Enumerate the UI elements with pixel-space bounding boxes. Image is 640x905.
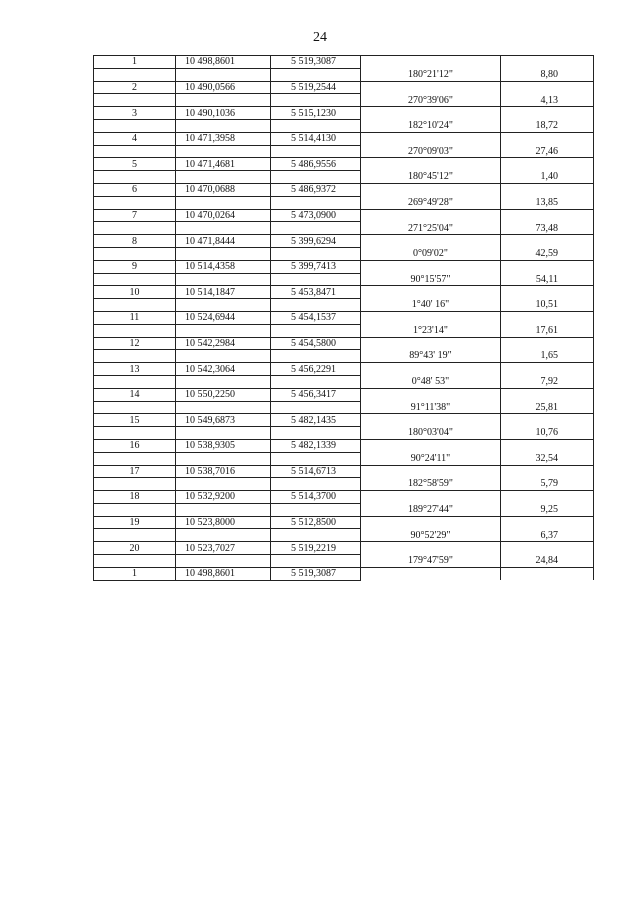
segment-row [94, 222, 594, 235]
x-coordinate-cell [176, 299, 271, 312]
y-coordinate-cell [271, 427, 361, 440]
x-coordinate-cell [176, 171, 271, 184]
x-coordinate-cell: 10 514,1847 [176, 286, 271, 299]
angle-cell [361, 465, 501, 478]
y-coordinate-cell: 5 486,9372 [271, 183, 361, 196]
y-coordinate-cell: 5 454,5800 [271, 337, 361, 350]
y-coordinate-cell [271, 299, 361, 312]
x-coordinate-cell: 10 523,7027 [176, 542, 271, 555]
segment-length-cell: 10,51 [501, 299, 594, 312]
y-coordinate-cell [271, 401, 361, 414]
y-coordinate-cell [271, 452, 361, 465]
distance-cell [501, 439, 594, 452]
segment-length-cell: 1,65 [501, 350, 594, 363]
point-number-cell: 15 [94, 414, 176, 427]
segment-row [94, 94, 594, 107]
x-coordinate-cell [176, 503, 271, 516]
point-row [94, 286, 594, 299]
segment-row [94, 273, 594, 286]
point-row [94, 209, 594, 222]
page-number: 24 [313, 30, 327, 45]
segment-length-cell: 25,81 [501, 401, 594, 414]
distance-cell [501, 183, 594, 196]
direction-angle-cell: 90°24'11" [361, 452, 501, 465]
point-number-cell [94, 555, 176, 568]
distance-cell [501, 465, 594, 478]
x-coordinate-cell: 10 490,1036 [176, 107, 271, 120]
direction-angle-cell: 89°43' 19" [361, 350, 501, 363]
x-coordinate-cell [176, 427, 271, 440]
segment-row [94, 171, 594, 184]
boundary-coordinates-table [93, 55, 594, 581]
segment-length-cell: 7,92 [501, 375, 594, 388]
point-number-cell [94, 478, 176, 491]
y-coordinate-cell: 5 512,8500 [271, 516, 361, 529]
point-number-cell: 14 [94, 388, 176, 401]
direction-angle-cell: 0°48' 53" [361, 375, 501, 388]
segment-length-cell: 24,84 [501, 555, 594, 568]
distance-cell [501, 209, 594, 222]
segment-row [94, 375, 594, 388]
segment-length-cell: 1,40 [501, 171, 594, 184]
segment-row [94, 68, 594, 81]
x-coordinate-cell: 10 471,4681 [176, 158, 271, 171]
point-row [94, 363, 594, 376]
point-number-cell [94, 273, 176, 286]
segment-length-cell: 54,11 [501, 273, 594, 286]
point-row [94, 542, 594, 555]
x-coordinate-cell [176, 452, 271, 465]
point-row [94, 107, 594, 120]
y-coordinate-cell [271, 273, 361, 286]
y-coordinate-cell [271, 171, 361, 184]
y-coordinate-cell [271, 247, 361, 260]
point-number-cell [94, 196, 176, 209]
point-number-cell: 18 [94, 491, 176, 504]
y-coordinate-cell [271, 145, 361, 158]
point-number-cell: 16 [94, 439, 176, 452]
y-coordinate-cell: 5 453,8471 [271, 286, 361, 299]
x-coordinate-cell [176, 68, 271, 81]
x-coordinate-cell: 10 470,0264 [176, 209, 271, 222]
point-number-cell [94, 247, 176, 260]
distance-cell [501, 363, 594, 376]
distance-cell [501, 388, 594, 401]
y-coordinate-cell: 5 482,1435 [271, 414, 361, 427]
y-coordinate-cell: 5 515,1230 [271, 107, 361, 120]
point-row [94, 56, 594, 69]
x-coordinate-cell [176, 119, 271, 132]
distance-cell [501, 132, 594, 145]
x-coordinate-cell: 10 549,6873 [176, 414, 271, 427]
x-coordinate-cell: 10 538,9305 [176, 439, 271, 452]
x-coordinate-cell [176, 529, 271, 542]
x-coordinate-cell: 10 523,8000 [176, 516, 271, 529]
point-row [94, 183, 594, 196]
y-coordinate-cell: 5 482,1339 [271, 439, 361, 452]
segment-row [94, 299, 594, 312]
y-coordinate-cell: 5 519,3087 [271, 567, 361, 580]
point-number-cell: 1 [94, 567, 176, 580]
x-coordinate-cell [176, 401, 271, 414]
direction-angle-cell: 90°15'57" [361, 273, 501, 286]
direction-angle-cell: 270°39'06" [361, 94, 501, 107]
point-number-cell [94, 324, 176, 337]
y-coordinate-cell [271, 478, 361, 491]
point-number-cell: 5 [94, 158, 176, 171]
y-coordinate-cell: 5 399,7413 [271, 260, 361, 273]
x-coordinate-cell [176, 94, 271, 107]
x-coordinate-cell: 10 542,2984 [176, 337, 271, 350]
angle-cell [361, 337, 501, 350]
direction-angle-cell: 180°45'12" [361, 171, 501, 184]
segment-length-cell: 18,72 [501, 119, 594, 132]
segment-row [94, 350, 594, 363]
direction-angle-cell: 182°10'24" [361, 119, 501, 132]
segment-row [94, 478, 594, 491]
point-number-cell [94, 503, 176, 516]
angle-cell [361, 209, 501, 222]
segment-length-cell: 9,25 [501, 503, 594, 516]
angle-cell [361, 491, 501, 504]
point-number-cell [94, 401, 176, 414]
point-number-cell: 20 [94, 542, 176, 555]
x-coordinate-cell [176, 324, 271, 337]
point-row [94, 465, 594, 478]
direction-angle-cell: 182°58'59" [361, 478, 501, 491]
x-coordinate-cell [176, 478, 271, 491]
x-coordinate-cell [176, 375, 271, 388]
angle-cell [361, 107, 501, 120]
point-number-cell: 2 [94, 81, 176, 94]
point-number-cell: 19 [94, 516, 176, 529]
y-coordinate-cell [271, 94, 361, 107]
coordinates-table-body [94, 56, 594, 581]
segment-row [94, 247, 594, 260]
direction-angle-cell: 180°21'12" [361, 68, 501, 81]
point-number-cell: 13 [94, 363, 176, 376]
x-coordinate-cell: 10 490,0566 [176, 81, 271, 94]
point-row [94, 311, 594, 324]
y-coordinate-cell: 5 519,2219 [271, 542, 361, 555]
point-number-cell [94, 119, 176, 132]
y-coordinate-cell: 5 519,3087 [271, 56, 361, 69]
point-number-cell [94, 529, 176, 542]
x-coordinate-cell: 10 524,6944 [176, 311, 271, 324]
point-number-cell [94, 171, 176, 184]
segment-row [94, 119, 594, 132]
x-coordinate-cell: 10 470,0688 [176, 183, 271, 196]
x-coordinate-cell [176, 145, 271, 158]
y-coordinate-cell [271, 68, 361, 81]
x-coordinate-cell: 10 498,8601 [176, 567, 271, 580]
angle-cell [361, 388, 501, 401]
point-row [94, 235, 594, 248]
direction-angle-cell: 270°09'03" [361, 145, 501, 158]
x-coordinate-cell: 10 471,3958 [176, 132, 271, 145]
y-coordinate-cell [271, 196, 361, 209]
distance-cell [501, 311, 594, 324]
distance-cell [501, 414, 594, 427]
distance-cell [501, 260, 594, 273]
y-coordinate-cell: 5 514,3700 [271, 491, 361, 504]
angle-cell [361, 183, 501, 196]
x-coordinate-cell: 10 538,7016 [176, 465, 271, 478]
x-coordinate-cell: 10 498,8601 [176, 56, 271, 69]
point-number-cell [94, 452, 176, 465]
angle-cell [361, 363, 501, 376]
x-coordinate-cell [176, 247, 271, 260]
x-coordinate-cell [176, 196, 271, 209]
point-row [94, 439, 594, 452]
distance-cell [501, 107, 594, 120]
x-coordinate-cell [176, 222, 271, 235]
segment-length-cell: 4,13 [501, 94, 594, 107]
y-coordinate-cell: 5 514,6713 [271, 465, 361, 478]
x-coordinate-cell [176, 350, 271, 363]
y-coordinate-cell [271, 222, 361, 235]
angle-cell [361, 132, 501, 145]
y-coordinate-cell [271, 119, 361, 132]
point-number-cell: 12 [94, 337, 176, 350]
segment-row [94, 145, 594, 158]
distance-cell [501, 56, 594, 69]
angle-cell [361, 516, 501, 529]
direction-angle-cell: 0°09'02" [361, 247, 501, 260]
segment-row [94, 324, 594, 337]
segment-length-cell: 8,80 [501, 68, 594, 81]
point-row [94, 132, 594, 145]
angle-cell [361, 311, 501, 324]
angle-cell [361, 260, 501, 273]
point-number-cell [94, 350, 176, 363]
angle-cell [361, 81, 501, 94]
segment-length-cell: 42,59 [501, 247, 594, 260]
angle-cell [361, 56, 501, 69]
y-coordinate-cell: 5 514,4130 [271, 132, 361, 145]
x-coordinate-cell [176, 555, 271, 568]
segment-row [94, 503, 594, 516]
direction-angle-cell: 180°03'04" [361, 427, 501, 440]
point-number-cell: 9 [94, 260, 176, 273]
y-coordinate-cell: 5 519,2544 [271, 81, 361, 94]
x-coordinate-cell: 10 542,3064 [176, 363, 271, 376]
distance-cell [501, 286, 594, 299]
point-row [94, 260, 594, 273]
distance-cell [501, 235, 594, 248]
point-number-cell [94, 299, 176, 312]
point-row [94, 414, 594, 427]
point-number-cell: 7 [94, 209, 176, 222]
segment-length-cell: 5,79 [501, 478, 594, 491]
point-number-cell: 8 [94, 235, 176, 248]
segment-row [94, 529, 594, 542]
distance-cell [501, 542, 594, 555]
direction-angle-cell: 189°27'44" [361, 503, 501, 516]
distance-cell [501, 567, 594, 580]
segment-length-cell: 13,85 [501, 196, 594, 209]
point-number-cell: 17 [94, 465, 176, 478]
point-number-cell [94, 222, 176, 235]
angle-cell [361, 286, 501, 299]
point-number-cell [94, 68, 176, 81]
distance-cell [501, 516, 594, 529]
point-row [94, 81, 594, 94]
point-row [94, 516, 594, 529]
direction-angle-cell: 1°23'14" [361, 324, 501, 337]
point-row [94, 567, 594, 580]
direction-angle-cell: 269°49'28" [361, 196, 501, 209]
x-coordinate-cell: 10 550,2250 [176, 388, 271, 401]
y-coordinate-cell [271, 324, 361, 337]
distance-cell [501, 491, 594, 504]
direction-angle-cell: 1°40' 16" [361, 299, 501, 312]
point-row [94, 337, 594, 350]
point-number-cell: 6 [94, 183, 176, 196]
point-number-cell: 10 [94, 286, 176, 299]
y-coordinate-cell [271, 350, 361, 363]
point-number-cell: 1 [94, 56, 176, 69]
segment-row [94, 401, 594, 414]
x-coordinate-cell: 10 471,8444 [176, 235, 271, 248]
x-coordinate-cell: 10 514,4358 [176, 260, 271, 273]
angle-cell [361, 542, 501, 555]
segment-length-cell: 32,54 [501, 452, 594, 465]
segment-length-cell: 73,48 [501, 222, 594, 235]
point-number-cell [94, 145, 176, 158]
x-coordinate-cell [176, 273, 271, 286]
direction-angle-cell: 90°52'29" [361, 529, 501, 542]
distance-cell [501, 158, 594, 171]
point-number-cell: 3 [94, 107, 176, 120]
y-coordinate-cell: 5 486,9556 [271, 158, 361, 171]
distance-cell [501, 337, 594, 350]
point-number-cell [94, 427, 176, 440]
y-coordinate-cell: 5 473,0900 [271, 209, 361, 222]
x-coordinate-cell: 10 532,9200 [176, 491, 271, 504]
angle-cell [361, 414, 501, 427]
y-coordinate-cell: 5 456,3417 [271, 388, 361, 401]
direction-angle-cell: 179°47'59" [361, 555, 501, 568]
angle-cell [361, 158, 501, 171]
direction-angle-cell: 271°25'04" [361, 222, 501, 235]
segment-length-cell: 6,37 [501, 529, 594, 542]
angle-cell [361, 439, 501, 452]
y-coordinate-cell [271, 375, 361, 388]
segment-length-cell: 17,61 [501, 324, 594, 337]
point-row [94, 491, 594, 504]
segment-row [94, 196, 594, 209]
segment-row [94, 427, 594, 440]
point-number-cell: 4 [94, 132, 176, 145]
point-number-cell [94, 375, 176, 388]
segment-length-cell: 27,46 [501, 145, 594, 158]
y-coordinate-cell [271, 503, 361, 516]
y-coordinate-cell [271, 555, 361, 568]
distance-cell [501, 81, 594, 94]
segment-row [94, 555, 594, 568]
y-coordinate-cell [271, 529, 361, 542]
y-coordinate-cell: 5 454,1537 [271, 311, 361, 324]
point-row [94, 388, 594, 401]
y-coordinate-cell: 5 399,6294 [271, 235, 361, 248]
point-number-cell: 11 [94, 311, 176, 324]
segment-row [94, 452, 594, 465]
angle-cell [361, 235, 501, 248]
y-coordinate-cell: 5 456,2291 [271, 363, 361, 376]
point-row [94, 158, 594, 171]
segment-length-cell: 10,76 [501, 427, 594, 440]
angle-cell [361, 567, 501, 580]
point-number-cell [94, 94, 176, 107]
direction-angle-cell: 91°11'38" [361, 401, 501, 414]
